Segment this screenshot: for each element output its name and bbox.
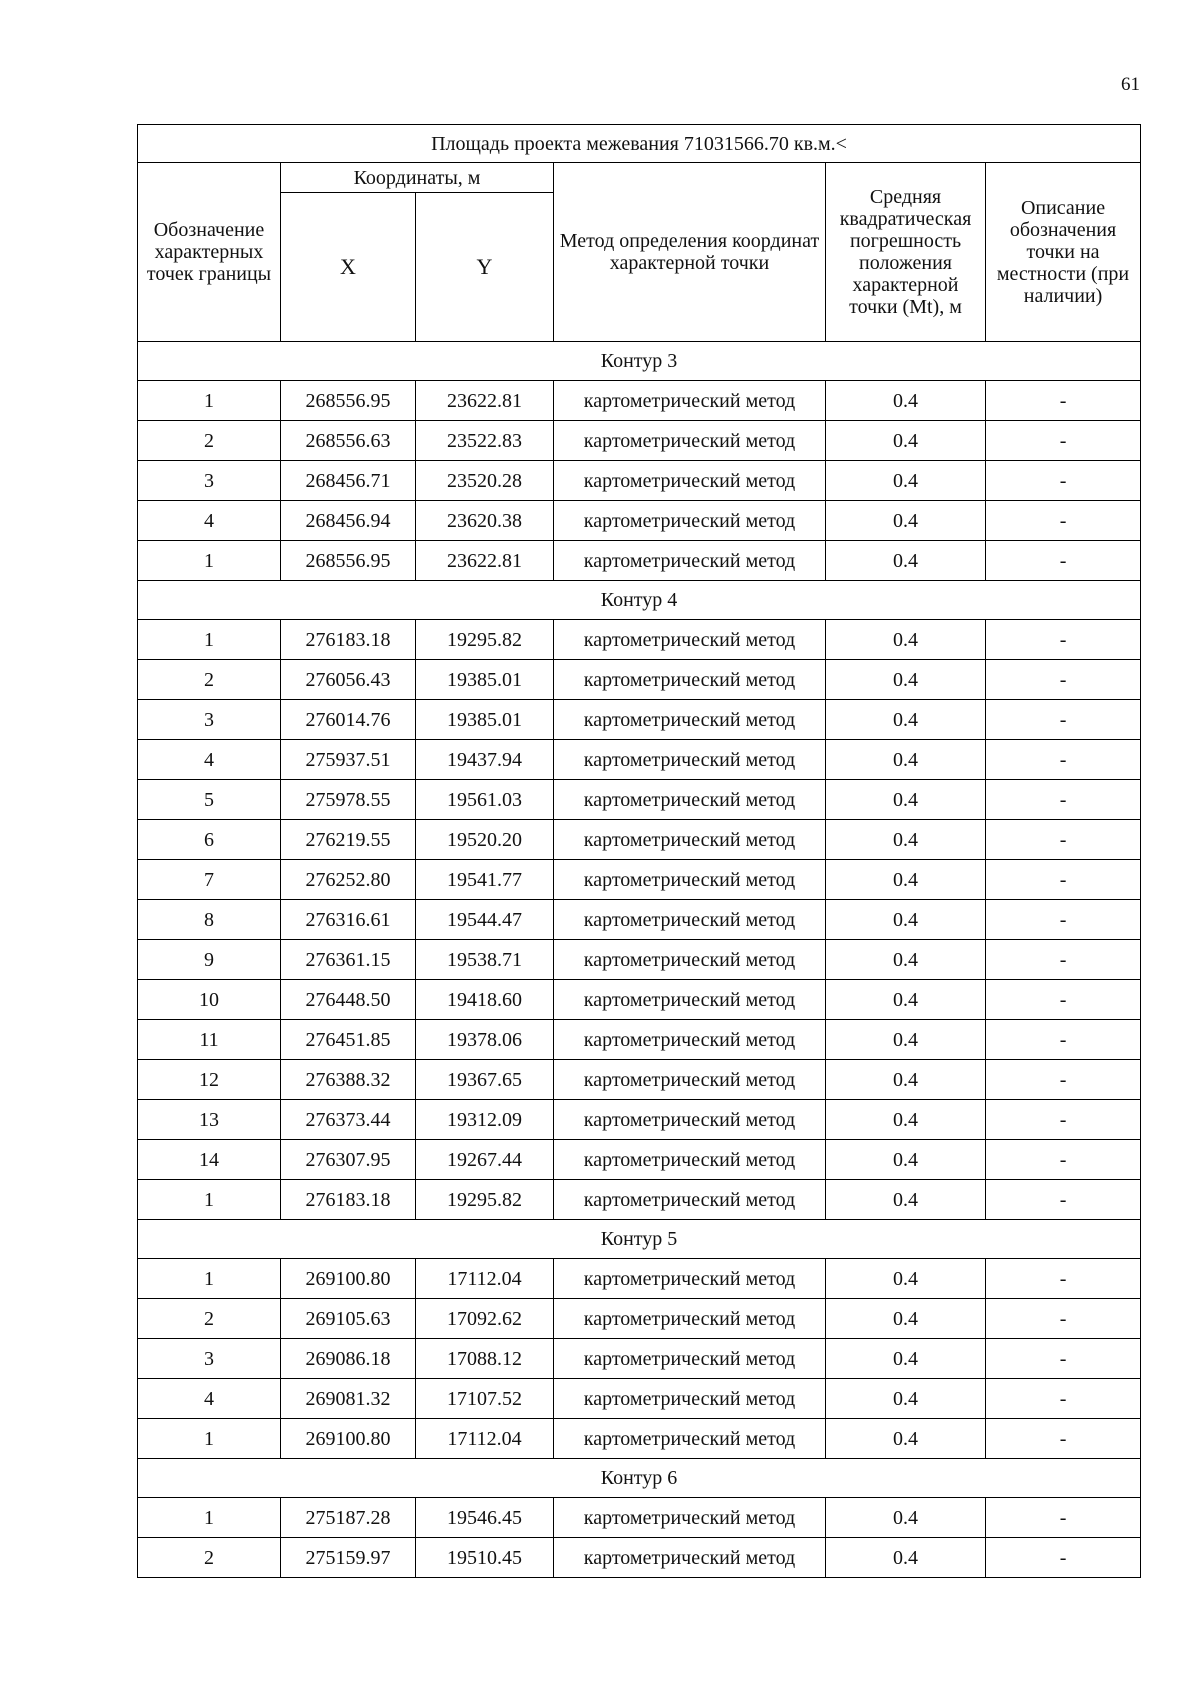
description-cell: - [986,1180,1141,1220]
coord-x-cell: 276219.55 [281,820,416,860]
coord-x-cell: 268456.94 [281,501,416,541]
mean-error-cell: 0.4 [826,820,986,860]
method-cell: картометрический метод [554,461,826,501]
point-number-cell: 1 [138,381,281,421]
point-number-cell: 1 [138,1419,281,1459]
description-cell: - [986,1020,1141,1060]
point-number-cell: 11 [138,1020,281,1060]
table-row [138,1100,1141,1140]
description-cell: - [986,421,1141,461]
description-cell: - [986,1339,1141,1379]
method-cell: картометрический метод [554,940,826,980]
method-cell: картометрический метод [554,1339,826,1379]
description-cell: - [986,620,1141,660]
description-cell: - [986,1419,1141,1459]
coord-y-cell: 19561.03 [416,780,554,820]
coord-x-cell: 276316.61 [281,900,416,940]
method-cell: картометрический метод [554,820,826,860]
coord-x-cell: 276448.50 [281,980,416,1020]
coord-y-cell: 19418.60 [416,980,554,1020]
coord-y-cell: 19385.01 [416,700,554,740]
table-row [138,820,1141,860]
contour-title: Контур 6 [138,1459,1141,1498]
mean-error-cell: 0.4 [826,620,986,660]
point-number-cell: 8 [138,900,281,940]
mean-error-cell: 0.4 [826,461,986,501]
table-row [138,900,1141,940]
point-number-cell: 3 [138,700,281,740]
header-error: Средняя квадратическая погрешность положения характерной точки (Mt), м [826,163,986,342]
table-row [138,1180,1141,1220]
table-row [138,860,1141,900]
coord-y-cell: 19385.01 [416,660,554,700]
point-number-cell: 2 [138,1299,281,1339]
coord-x-cell: 269100.80 [281,1419,416,1459]
contour-row [138,1220,1141,1259]
mean-error-cell: 0.4 [826,940,986,980]
coord-x-cell: 269105.63 [281,1299,416,1339]
mean-error-cell: 0.4 [826,1419,986,1459]
coord-y-cell: 17112.04 [416,1259,554,1299]
method-cell: картометрический метод [554,980,826,1020]
point-number-cell: 4 [138,1379,281,1419]
coord-x-cell: 276388.32 [281,1060,416,1100]
table-row [138,980,1141,1020]
header-point: Обозначение характерных точек границы [138,163,281,342]
description-cell: - [986,501,1141,541]
method-cell: картометрический метод [554,1538,826,1578]
coord-y-cell: 17092.62 [416,1299,554,1339]
coord-x-cell: 276373.44 [281,1100,416,1140]
coord-x-cell: 276252.80 [281,860,416,900]
coord-x-cell: 268556.95 [281,541,416,581]
mean-error-cell: 0.4 [826,740,986,780]
coord-y-cell: 23522.83 [416,421,554,461]
mean-error-cell: 0.4 [826,1100,986,1140]
point-number-cell: 4 [138,501,281,541]
table-row [138,1379,1141,1419]
coord-x-cell: 276183.18 [281,1180,416,1220]
table-row [138,780,1141,820]
coord-y-cell: 19538.71 [416,940,554,980]
coord-x-cell: 276361.15 [281,940,416,980]
method-cell: картометрический метод [554,1379,826,1419]
coord-x-cell: 276183.18 [281,620,416,660]
description-cell: - [986,940,1141,980]
method-cell: картометрический метод [554,1299,826,1339]
table-row [138,1538,1141,1578]
description-cell: - [986,1140,1141,1180]
table-row [138,1259,1141,1299]
mean-error-cell: 0.4 [826,501,986,541]
description-cell: - [986,700,1141,740]
header-coordinates: Координаты, м [281,163,554,193]
point-number-cell: 12 [138,1060,281,1100]
mean-error-cell: 0.4 [826,421,986,461]
coord-x-cell: 276451.85 [281,1020,416,1060]
point-number-cell: 1 [138,1259,281,1299]
coord-y-cell: 19520.20 [416,820,554,860]
description-cell: - [986,740,1141,780]
point-number-cell: 9 [138,940,281,980]
point-number-cell: 14 [138,1140,281,1180]
point-number-cell: 3 [138,1339,281,1379]
contour-row [138,342,1141,381]
point-number-cell: 6 [138,820,281,860]
coord-x-cell: 269081.32 [281,1379,416,1419]
contour-row [138,581,1141,620]
method-cell: картометрический метод [554,1180,826,1220]
contour-title: Контур 5 [138,1220,1141,1259]
mean-error-cell: 0.4 [826,541,986,581]
coord-y-cell: 19437.94 [416,740,554,780]
mean-error-cell: 0.4 [826,1180,986,1220]
mean-error-cell: 0.4 [826,1259,986,1299]
page-number: 61 [1121,74,1140,95]
method-cell: картометрический метод [554,780,826,820]
description-cell: - [986,1498,1141,1538]
coord-x-cell: 275937.51 [281,740,416,780]
mean-error-cell: 0.4 [826,381,986,421]
mean-error-cell: 0.4 [826,1538,986,1578]
coord-y-cell: 17107.52 [416,1379,554,1419]
description-cell: - [986,1060,1141,1100]
description-cell: - [986,780,1141,820]
mean-error-cell: 0.4 [826,1379,986,1419]
table-title: Площадь проекта межевания 71031566.70 кв.м.< [138,125,1141,163]
description-cell: - [986,461,1141,501]
coord-y-cell: 19546.45 [416,1498,554,1538]
method-cell: картометрический метод [554,541,826,581]
mean-error-cell: 0.4 [826,1140,986,1180]
coord-x-cell: 276307.95 [281,1140,416,1180]
method-cell: картометрический метод [554,1020,826,1060]
coordinates-table [137,124,1141,1578]
table-row [138,700,1141,740]
table-row [138,1299,1141,1339]
coord-x-cell: 275159.97 [281,1538,416,1578]
table-row [138,421,1141,461]
method-cell: картометрический метод [554,900,826,940]
coord-y-cell: 19541.77 [416,860,554,900]
coord-x-cell: 276014.76 [281,700,416,740]
method-cell: картометрический метод [554,421,826,461]
description-cell: - [986,1538,1141,1578]
description-cell: - [986,1299,1141,1339]
method-cell: картометрический метод [554,1498,826,1538]
description-cell: - [986,1100,1141,1140]
point-number-cell: 2 [138,1538,281,1578]
table-body [138,342,1141,1578]
table-row [138,541,1141,581]
coord-y-cell: 19367.65 [416,1060,554,1100]
method-cell: картометрический метод [554,1060,826,1100]
method-cell: картометрический метод [554,620,826,660]
coord-x-cell: 268556.95 [281,381,416,421]
description-cell: - [986,860,1141,900]
point-number-cell: 13 [138,1100,281,1140]
coord-y-cell: 17088.12 [416,1339,554,1379]
mean-error-cell: 0.4 [826,900,986,940]
description-cell: - [986,820,1141,860]
mean-error-cell: 0.4 [826,660,986,700]
coord-y-cell: 19510.45 [416,1538,554,1578]
table-row [138,1060,1141,1100]
mean-error-cell: 0.4 [826,860,986,900]
mean-error-cell: 0.4 [826,1299,986,1339]
point-number-cell: 1 [138,1180,281,1220]
coord-y-cell: 19267.44 [416,1140,554,1180]
coord-y-cell: 23620.38 [416,501,554,541]
method-cell: картометрический метод [554,1140,826,1180]
table-row [138,1419,1141,1459]
mean-error-cell: 0.4 [826,1339,986,1379]
coord-y-cell: 23622.81 [416,541,554,581]
description-cell: - [986,660,1141,700]
method-cell: картометрический метод [554,740,826,780]
coord-x-cell: 275187.28 [281,1498,416,1538]
table-row [138,461,1141,501]
point-number-cell: 2 [138,421,281,461]
table-row [138,620,1141,660]
description-cell: - [986,1379,1141,1419]
mean-error-cell: 0.4 [826,1020,986,1060]
mean-error-cell: 0.4 [826,1498,986,1538]
description-cell: - [986,381,1141,421]
mean-error-cell: 0.4 [826,980,986,1020]
coord-x-cell: 269086.18 [281,1339,416,1379]
table-row [138,381,1141,421]
point-number-cell: 3 [138,461,281,501]
point-number-cell: 1 [138,1498,281,1538]
table-row [138,660,1141,700]
table-row [138,501,1141,541]
point-number-cell: 5 [138,780,281,820]
header-x: X [281,193,416,342]
description-cell: - [986,980,1141,1020]
mean-error-cell: 0.4 [826,700,986,740]
method-cell: картометрический метод [554,1100,826,1140]
table-row [138,940,1141,980]
coord-y-cell: 19544.47 [416,900,554,940]
coord-x-cell: 275978.55 [281,780,416,820]
coord-y-cell: 19378.06 [416,1020,554,1060]
method-cell: картометрический метод [554,1419,826,1459]
coord-x-cell: 268556.63 [281,421,416,461]
table-row [138,1020,1141,1060]
coord-y-cell: 19295.82 [416,620,554,660]
coord-x-cell: 268456.71 [281,461,416,501]
contour-title: Контур 3 [138,342,1141,381]
point-number-cell: 10 [138,980,281,1020]
point-number-cell: 7 [138,860,281,900]
header-y: Y [416,193,554,342]
header-method: Метод определения координат характерной точки [554,163,826,342]
description-cell: - [986,1259,1141,1299]
method-cell: картометрический метод [554,1259,826,1299]
contour-row [138,1459,1141,1498]
coord-y-cell: 19312.09 [416,1100,554,1140]
method-cell: картометрический метод [554,700,826,740]
coord-y-cell: 23520.28 [416,461,554,501]
method-cell: картометрический метод [554,860,826,900]
table-row [138,1339,1141,1379]
method-cell: картометрический метод [554,381,826,421]
description-cell: - [986,541,1141,581]
method-cell: картометрический метод [554,501,826,541]
table-row [138,1498,1141,1538]
point-number-cell: 4 [138,740,281,780]
table-row [138,1140,1141,1180]
coord-y-cell: 23622.81 [416,381,554,421]
table-row [138,740,1141,780]
header-description: Описание обозначения точки на местности (при наличии) [986,163,1141,342]
coord-y-cell: 19295.82 [416,1180,554,1220]
method-cell: картометрический метод [554,660,826,700]
contour-title: Контур 4 [138,581,1141,620]
coord-y-cell: 17112.04 [416,1419,554,1459]
mean-error-cell: 0.4 [826,1060,986,1100]
mean-error-cell: 0.4 [826,780,986,820]
point-number-cell: 2 [138,660,281,700]
coord-x-cell: 269100.80 [281,1259,416,1299]
point-number-cell: 1 [138,541,281,581]
point-number-cell: 1 [138,620,281,660]
description-cell: - [986,900,1141,940]
coord-x-cell: 276056.43 [281,660,416,700]
